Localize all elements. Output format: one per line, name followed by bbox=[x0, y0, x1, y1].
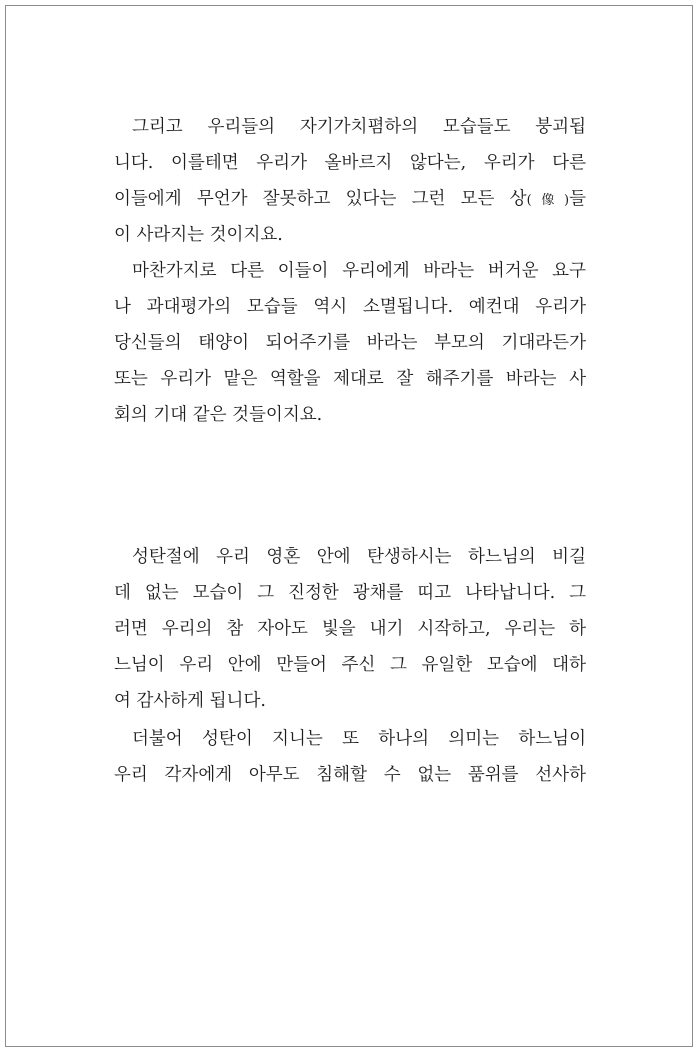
text-line: 그리고 우리들의 자기가치폄하의 모습들도 붕괴됩 bbox=[132, 117, 586, 137]
text-line: 또는 우리가 맡은 역할을 제대로 잘 해주기를 바라는 사 bbox=[114, 369, 586, 389]
text-line: 당신들의 태양이 되어주기를 바라는 부모의 기대라든가 bbox=[114, 333, 586, 353]
text-line: 회의 기대 같은 것들이지요. bbox=[114, 405, 323, 425]
text-line: 마찬가지로 다른 이들이 우리에게 바라는 버거운 요구 bbox=[132, 261, 586, 281]
text-line: 데 없는 모습이 그 진정한 광채를 띠고 나타납니다. 그 bbox=[114, 583, 586, 603]
text-line: 이들에게 무언가 잘못하고 있다는 그런 모든 상(像)들 bbox=[114, 189, 586, 209]
hanja-annotation: (像) bbox=[526, 193, 570, 208]
text-line: 여 감사하게 됩니다. bbox=[114, 691, 266, 711]
text-line: 더불어 성탄이 지니는 또 하나의 의미는 하느님이 bbox=[132, 729, 586, 749]
text-line: 성탄절에 우리 영혼 안에 탄생하시는 하느님의 비길 bbox=[132, 547, 586, 567]
text-line: 니다. 이를테면 우리가 올바르지 않다는, 우리가 다른 bbox=[114, 153, 586, 173]
text-line: 이 사라지는 것이지요. bbox=[114, 225, 283, 245]
text-line: 나 과대평가의 모습들 역시 소멸됩니다. 예컨대 우리가 bbox=[114, 297, 586, 317]
text-line: 느님이 우리 안에 만들어 주신 그 유일한 모습에 대하 bbox=[114, 655, 586, 675]
text-line: 러면 우리의 참 자아도 빛을 내기 시작하고, 우리는 하 bbox=[114, 619, 586, 639]
text-line: 우리 각자에게 아무도 침해할 수 없는 품위를 선사하 bbox=[114, 765, 586, 785]
book-page bbox=[5, 5, 693, 1047]
